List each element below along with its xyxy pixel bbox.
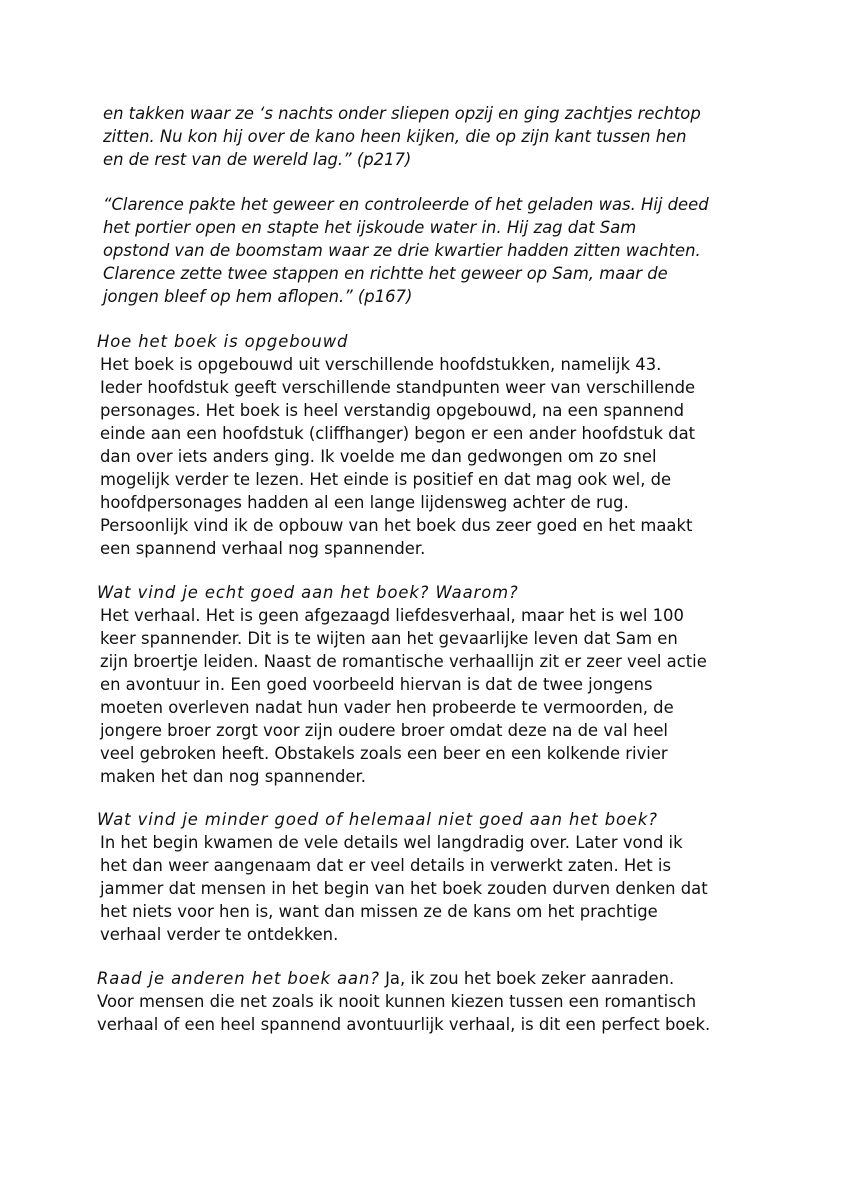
quote-line: en takken waar ze ‘s nachts onder sliepen opzij en ging zachtjes rechtop [103,104,701,123]
quote-line: Clarence zette twee stappen en richtte het geweer op Sam, maar de [103,264,668,283]
quote-excerpt-1 [103,102,823,171]
section-heading-structure: Hoe het boek is opgebouwd [97,332,349,351]
paragraph-line: In het begin kwamen de vele details wel langdradig over. Later vond ik [100,833,683,852]
quote-line: en de rest van de wereld lag.” (p217) [103,150,412,169]
paragraph-line: dan over iets anders ging. Ik voelde me dan gedwongen om zo snel [100,447,657,466]
section-heading-positive: Wat vind je echt goed aan het boek? Waarom? [97,583,519,602]
paragraph-line: en avontuur in. Een goed voorbeeld hiervan is dat de twee jongens [100,675,653,694]
paragraph-line: verhaal of een heel spannend avontuurlijk verhaal, is dit een perfect boek. [97,1015,711,1034]
paragraph-line: veel gebroken heeft. Obstakels zoals een beer en een kolkende rivier [100,744,668,763]
paragraph-line: Het boek is opgebouwd uit verschillende hoofdstukken, namelijk 43. [100,355,662,374]
paragraph-line: jongere broer zorgt voor zijn oudere broer omdat deze na de val heel [100,721,668,740]
section-body-negative [100,831,820,946]
paragraph-line: Voor mensen die net zoals ik nooit kunnen kiezen tussen een romantisch [97,992,697,1011]
quote-line: zitten. Nu kon hij over de kano heen kijken, die op zijn kant tussen hen [103,127,687,146]
recommend-answer: Ja, ik zou het boek zeker aanraden. [379,969,675,988]
paragraph-line: Het verhaal. Het is geen afgezaagd liefdesverhaal, maar het is wel 100 [100,606,684,625]
recommend-first-line [97,967,817,990]
paragraph-line: het niets voor hen is, want dan missen ze de kans om het prachtige [100,902,658,921]
section-heading-negative: Wat vind je minder goed of helemaal niet goed aan het boek? [97,810,658,829]
paragraph-line: verhaal verder te ontdekken. [100,925,339,944]
quote-line: opstond van de boomstam waar ze drie kwartier hadden zitten wachten. [103,241,701,260]
paragraph-line: maken het dan nog spannender. [100,767,366,786]
recommend-question: Raad je anderen het boek aan? [97,969,380,988]
quote-line: het portier open en stapte het ijskoude water in. Hij zag dat Sam [103,218,637,237]
paragraph-line: moeten overleven nadat hun vader hen probeerde te vermoorden, de [100,698,674,717]
paragraph-line: Persoonlijk vind ik de opbouw van het boek dus zeer goed en het maakt [100,516,693,535]
paragraph-line: personages. Het boek is heel verstandig opgebouwd, na een spannend [100,401,685,420]
paragraph-line: keer spannender. Dit is te wijten aan het gevaarlijke leven dat Sam en [100,629,678,648]
section-body-positive [100,604,820,788]
paragraph-line: een spannend verhaal nog spannender. [100,539,426,558]
paragraph-line: zijn broertje leiden. Naast de romantische verhaallijn zit er zeer veel actie [100,652,707,671]
section-body-recommend [97,967,817,1036]
paragraph-line: einde aan een hoofdstuk (cliffhanger) begon er een ander hoofdstuk dat [100,424,696,443]
quote-excerpt-2 [103,193,823,308]
paragraph-line: Ieder hoofdstuk geeft verschillende standpunten weer van verschillende [100,378,696,397]
paragraph-line: mogelijk verder te lezen. Het einde is positief en dat mag ook wel, de [100,470,672,489]
quote-line: “Clarence pakte het geweer en controleerde of het geladen was. Hij deed [103,195,709,214]
paragraph-line: hoofdpersonages hadden al een lange lijdensweg achter de rug. [100,493,629,512]
section-body-structure [100,353,820,560]
paragraph-line: het dan weer aangenaam dat er veel details in verwerkt zaten. Het is [100,856,671,875]
paragraph-line: jammer dat mensen in het begin van het boek zouden durven denken dat [100,879,708,898]
quote-line: jongen bleef op hem aflopen.” (p167) [103,287,413,306]
